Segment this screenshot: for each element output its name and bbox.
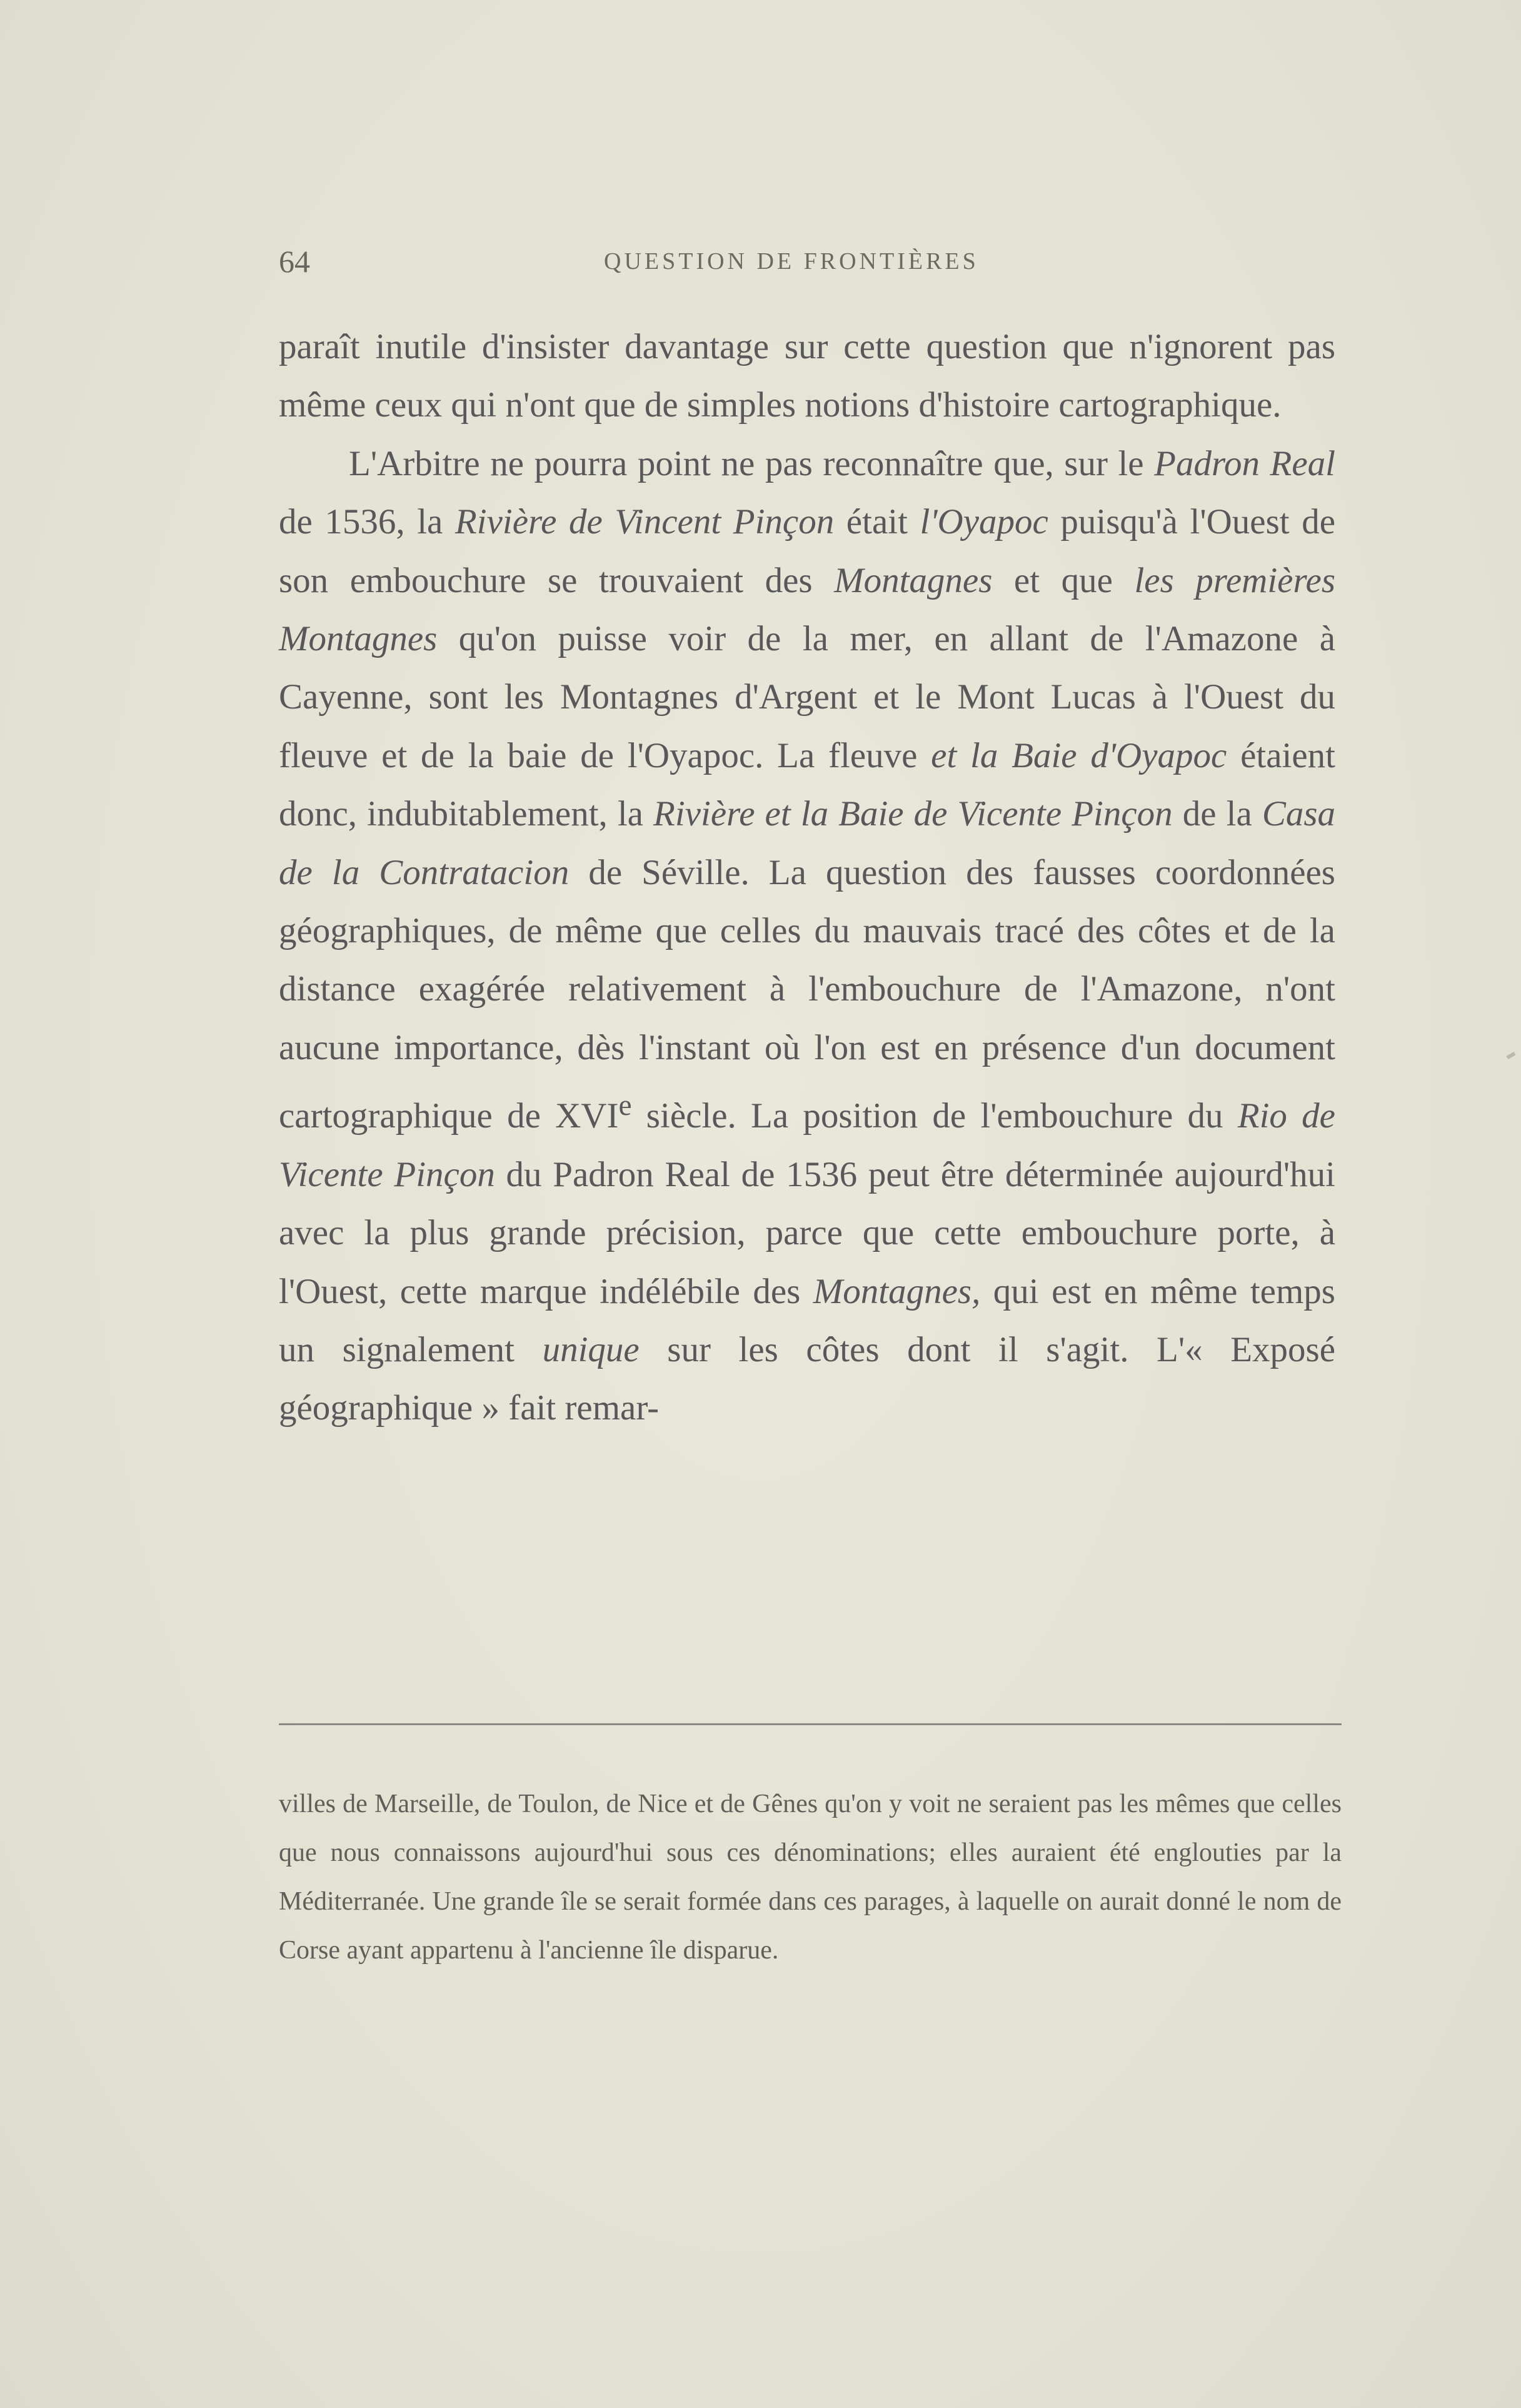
text-run: siècle. La position de l'embouchure du [631,1096,1238,1136]
italic-term: unique [542,1329,640,1369]
text-run: de Séville. La question des fausses coordonnées géographiques, de même que celles du mauvais tracé des côtes et de la distance exagérée relativement à l'embouchure de l'Amazone, n'ont aucune importance, dès l'instant où l'on est en présence d'un document cartographique de XVI [279,852,1335,1136]
text-run: de la [1172,794,1262,834]
text-run: et que [992,560,1135,600]
running-title: QUESTION DE FRONTIÈRES [604,248,979,275]
italic-term: Casa de la Contratacion [279,794,1336,892]
italic-term: les premières Montagnes [279,560,1335,659]
paragraph-arbitre [279,435,1335,1438]
italic-term: l'Oyapoc [920,502,1048,542]
text-run: L'Arbitre ne pourra point ne pas reconnaître que, sur le [349,443,1155,483]
text-run: de 1536, la [279,502,455,542]
text-run: étaient donc, indubitablement, la [279,735,1335,834]
italic-term: Rivière de Vincent Pinçon [454,502,835,542]
superscript: e [618,1089,632,1122]
text-run: qui est en même temps un signalement [279,1271,1335,1369]
margin-mark [1506,1052,1515,1059]
main-text [279,318,1335,1438]
italic-term: Rivière et la Baie de Vicente Pinçon [653,794,1173,834]
page-header [279,243,1335,280]
paragraph-continuation: paraît inutile d'insister davantage sur cette question que n'ignorent pas même ceux qui n'ont que de simples notions d'histoire cartographique. [279,327,1335,425]
text-run: était [834,502,920,542]
footnote-text: villes de Marseille, de Toulon, de Nice et de Gênes qu'on y voit ne seraient pas les mêmes que celles que nous connaissons aujourd'hui sous ces dénominations; elles auraient été englouties par la Méditerranée. Une grande île se serait formée dans ces parages, à laquelle on aurait donné le nom de Corse ayant appartenu à l'ancienne île disparue. [279,1790,1342,1965]
footnote-divider [279,1723,1342,1725]
italic-term: Padron Real [1154,443,1335,483]
italic-term: et la Baie d'Oyapoc [931,735,1227,775]
text-run: qu'on puisse voir de la mer, en allant de l'Amazone à Cayenne, sont les Montagnes d'Argent et le Mont Lucas à l'Ouest du fleuve et de la baie de l'Oyapoc. La fleuve [279,619,1335,775]
italic-term: Rio de Vicente Pinçon [279,1096,1335,1194]
italic-term: Montagnes, [813,1271,981,1311]
text-run: sur les côtes dont il s'agit. L'« Exposé géographique » fait remar- [279,1329,1335,1428]
text-run: du Padron Real de 1536 peut être déterminée aujourd'hui avec la plus grande précision, parce que cette embouchure porte, à l'Ouest, cette marque indélébile des [279,1154,1335,1311]
italic-term: Montagnes [834,560,993,600]
page-number: 64 [279,244,310,279]
text-run: puisqu'à l'Ouest de son embouchure se trouvaient des [279,502,1336,600]
footnote [279,1780,1342,1975]
